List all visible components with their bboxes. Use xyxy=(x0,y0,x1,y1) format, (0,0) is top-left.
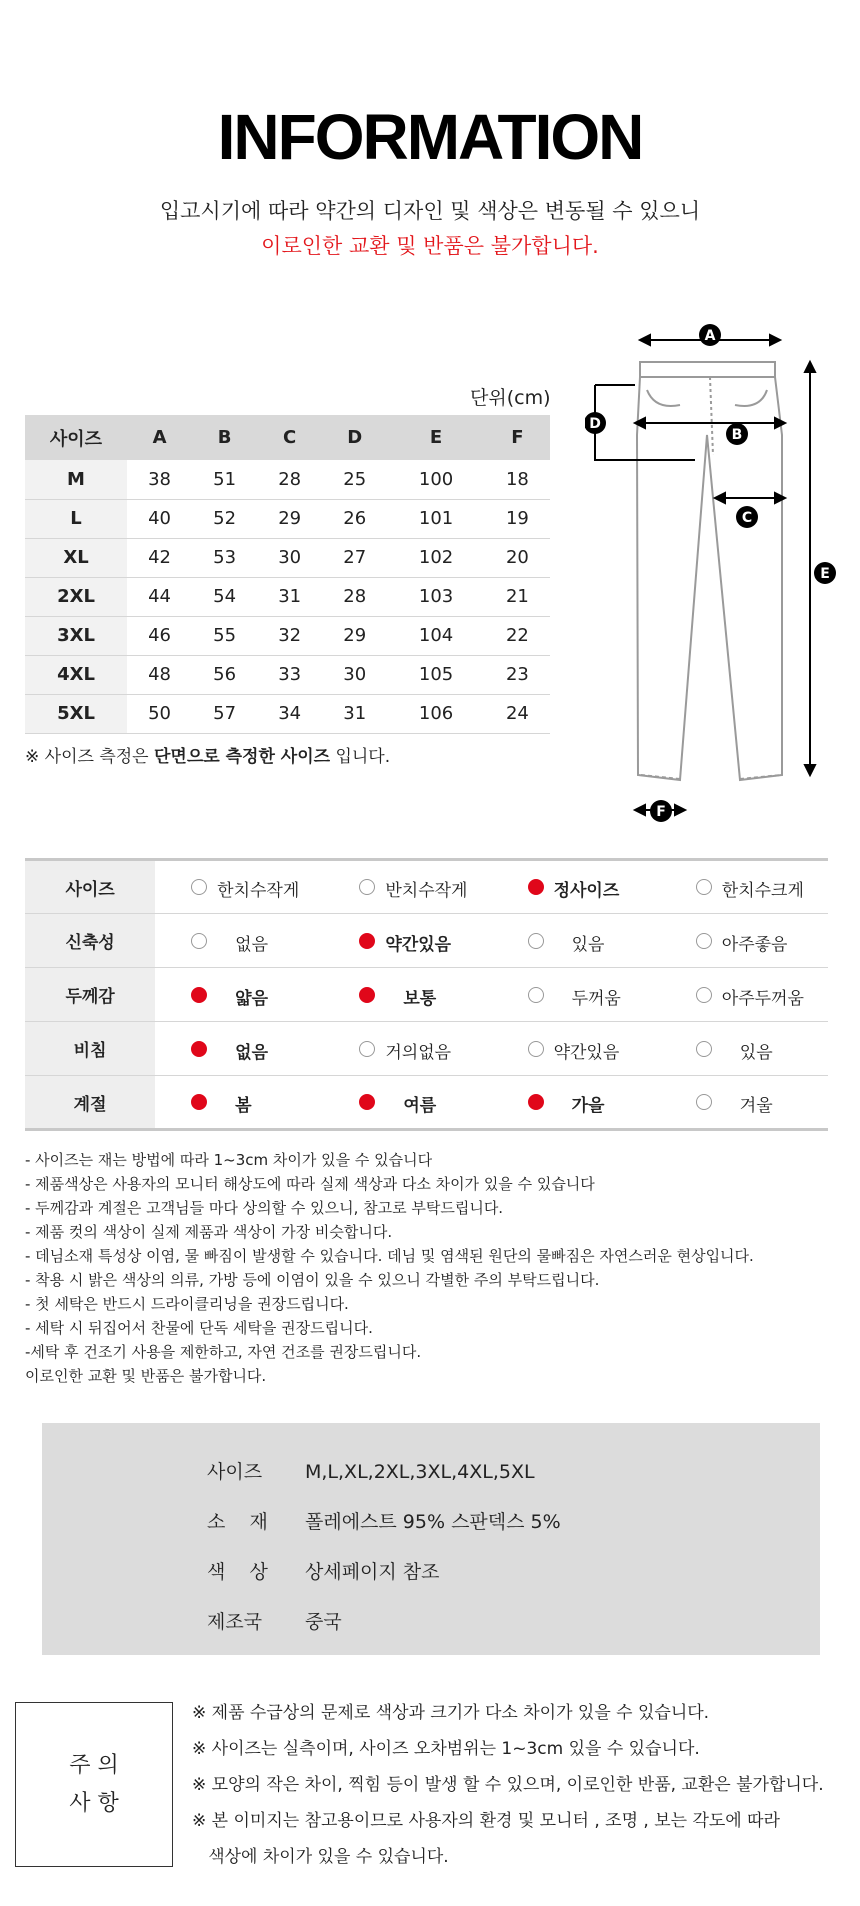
fit-option xyxy=(155,1022,323,1076)
radio-empty-icon xyxy=(191,879,207,895)
measure-cell: 31 xyxy=(257,577,322,616)
care-note-line: - 사이즈는 재는 방법에 따라 1~3cm 차이가 있을 수 있습니다 xyxy=(25,1151,433,1169)
measure-cell: 54 xyxy=(192,577,257,616)
fit-table xyxy=(25,858,828,1131)
care-note-line: - 제품색상은 사용자의 모니터 해상도에 따라 실제 색상과 다소 차이가 있을 수 있습니다 xyxy=(25,1175,595,1193)
fit-option-label: 정사이즈 xyxy=(553,881,620,901)
fit-option xyxy=(155,860,323,914)
radio-empty-icon xyxy=(696,879,712,895)
header-cell: F xyxy=(485,415,550,460)
size-table-body xyxy=(25,460,550,733)
fit-option xyxy=(660,860,828,914)
radio-empty-icon xyxy=(528,1041,544,1057)
fit-option xyxy=(155,914,323,968)
label-f-badge xyxy=(648,798,674,824)
care-note-line: - 제품 컷의 색상이 실제 제품과 색상이 가장 비슷합니다. xyxy=(25,1223,393,1241)
care-note-line: - 첫 세탁은 반드시 드라이클리닝을 권장드립니다. xyxy=(25,1295,349,1313)
measure-cell: 105 xyxy=(387,655,485,694)
measure-cell: 56 xyxy=(192,655,257,694)
header-cell: E xyxy=(387,415,485,460)
fit-option-label: 한치수크게 xyxy=(721,881,804,901)
fit-row-label: 계절 xyxy=(25,1076,155,1130)
measure-cell: 57 xyxy=(192,694,257,733)
measure-cell: 19 xyxy=(485,499,550,538)
label-b: B xyxy=(731,427,743,443)
measure-cell: 27 xyxy=(322,538,387,577)
fit-option xyxy=(660,1076,828,1130)
header-cell: B xyxy=(192,415,257,460)
measure-cell: 103 xyxy=(387,577,485,616)
spec-key: 제조국 xyxy=(207,1611,263,1633)
radio-selected-icon xyxy=(528,879,544,895)
fit-row xyxy=(25,914,828,968)
measure-cell: 102 xyxy=(387,538,485,577)
fit-option xyxy=(660,968,828,1022)
size-table-header xyxy=(25,415,550,460)
care-notes xyxy=(25,1148,754,1388)
pants-waistband xyxy=(640,362,775,377)
radio-empty-icon xyxy=(528,933,544,949)
size-name-cell: M xyxy=(25,460,127,499)
size-name-cell: XL xyxy=(25,538,127,577)
page-title: INFORMATION xyxy=(217,101,643,173)
measure-cell: 21 xyxy=(485,577,550,616)
fit-option xyxy=(323,1022,491,1076)
fit-option xyxy=(492,1022,660,1076)
size-name-cell: 3XL xyxy=(25,616,127,655)
care-note-line: - 착용 시 밝은 색상의 의류, 가방 등에 이염이 있을 수 있으니 각별한 주의 부탁드립니다. xyxy=(25,1271,600,1289)
measure-cell: 106 xyxy=(387,694,485,733)
fit-option-label: 겨울 xyxy=(739,1096,773,1116)
header-cell: C xyxy=(257,415,322,460)
label-f: F xyxy=(656,804,666,820)
fit-option-label: 없음 xyxy=(235,1042,269,1063)
fit-option xyxy=(660,1022,828,1076)
fit-option xyxy=(492,968,660,1022)
radio-selected-icon xyxy=(359,933,375,949)
measure-cell: 34 xyxy=(257,694,322,733)
caution-line: ※ 본 이미지는 참고용이므로 사용자의 환경 및 모니터 , 조명 , 보는 각도에 따라 xyxy=(192,1811,780,1831)
fit-option-label: 반치수작게 xyxy=(385,881,468,901)
label-d: D xyxy=(589,416,601,432)
measure-cell: 55 xyxy=(192,616,257,655)
size-note-pre: ※ 사이즈 측정은 xyxy=(25,747,154,767)
care-note-line: - 데님소재 특성상 이염, 물 빠짐이 발생할 수 있습니다. 데님 및 염색된 원단의 물빠짐은 자연스러운 현상입니다. xyxy=(25,1247,754,1265)
measure-cell: 33 xyxy=(257,655,322,694)
measure-cell: 50 xyxy=(127,694,192,733)
measure-cell: 20 xyxy=(485,538,550,577)
fit-option-label: 보통 xyxy=(403,988,437,1009)
measure-cell: 25 xyxy=(322,460,387,499)
measure-cell: 53 xyxy=(192,538,257,577)
measure-cell: 42 xyxy=(127,538,192,577)
size-row xyxy=(25,577,550,616)
measure-cell: 22 xyxy=(485,616,550,655)
measure-cell: 28 xyxy=(257,460,322,499)
spec-value: M,L,XL,2XL,3XL,4XL,5XL xyxy=(305,1461,535,1483)
measure-cell: 30 xyxy=(322,655,387,694)
care-note-line: 이로인한 교환 및 반품은 불가합니다. xyxy=(25,1367,267,1385)
radio-selected-icon xyxy=(359,987,375,1003)
fit-option xyxy=(323,914,491,968)
measure-cell: 29 xyxy=(257,499,322,538)
size-row xyxy=(25,616,550,655)
spec-row xyxy=(207,1507,561,1534)
subtitle-warning: 이로인한 교환 및 반품은 불가합니다. xyxy=(261,234,599,258)
radio-empty-icon xyxy=(696,987,712,1003)
caution-line: 색상에 차이가 있을 수 있습니다. xyxy=(192,1847,449,1867)
radio-empty-icon xyxy=(696,1041,712,1057)
caution-line: ※ 사이즈는 실측이며, 사이즈 오차범위는 1~3cm 있을 수 있습니다. xyxy=(192,1739,700,1759)
fit-option xyxy=(492,1076,660,1130)
care-note-line: -세탁 후 건조기 사용을 제한하고, 자연 건조를 권장드립니다. xyxy=(25,1343,422,1361)
measure-cell: 40 xyxy=(127,499,192,538)
radio-empty-icon xyxy=(191,933,207,949)
radio-selected-icon xyxy=(191,1041,207,1057)
measure-cell: 38 xyxy=(127,460,192,499)
fit-option-label: 여름 xyxy=(403,1096,437,1116)
radio-selected-icon xyxy=(191,1094,207,1110)
spec-row xyxy=(207,1607,342,1634)
spec-value: 중국 xyxy=(305,1611,342,1633)
caution-list xyxy=(192,1695,824,1875)
measure-cell: 28 xyxy=(322,577,387,616)
radio-empty-icon xyxy=(696,933,712,949)
pants-diagram xyxy=(585,305,845,825)
spec-key: 소 재 xyxy=(207,1511,268,1533)
measure-cell: 100 xyxy=(387,460,485,499)
measure-cell: 52 xyxy=(192,499,257,538)
fit-row-label: 신축성 xyxy=(25,914,155,968)
radio-empty-icon xyxy=(359,879,375,895)
caution-line: ※ 제품 수급상의 문제로 색상과 크기가 다소 차이가 있을 수 있습니다. xyxy=(192,1703,710,1723)
caution-line: ※ 모양의 작은 차이, 찍힘 등이 발생 할 수 있으며, 이로인한 반품, 교환은 불가합니다. xyxy=(192,1775,824,1795)
measure-cell: 30 xyxy=(257,538,322,577)
subtitle-notice: 입고시기에 따라 약간의 디자인 및 색상은 변동될 수 있으니 xyxy=(159,199,701,223)
fit-option-label: 아주좋음 xyxy=(721,934,788,955)
measure-cell: 101 xyxy=(387,499,485,538)
measure-cell: 51 xyxy=(192,460,257,499)
fit-option-label: 거의없음 xyxy=(385,1042,452,1063)
fit-option-label: 얇음 xyxy=(235,988,269,1009)
radio-empty-icon xyxy=(359,1041,375,1057)
fit-row-label: 비침 xyxy=(25,1022,155,1076)
fit-option-label: 있음 xyxy=(739,1042,773,1063)
size-note-post: 입니다. xyxy=(330,747,391,767)
size-note xyxy=(25,742,390,767)
fit-option-label: 없음 xyxy=(235,934,269,955)
radio-selected-icon xyxy=(528,1094,544,1110)
fit-option xyxy=(323,860,491,914)
radio-empty-icon xyxy=(696,1094,712,1110)
measure-cell: 29 xyxy=(322,616,387,655)
fit-option-label: 두꺼움 xyxy=(571,988,621,1009)
care-note-line: - 두께감과 계절은 고객님들 마다 상의할 수 있으니, 참고로 부탁드립니다. xyxy=(25,1199,504,1217)
size-row xyxy=(25,460,550,499)
header-cell: A xyxy=(127,415,192,460)
size-name-cell: L xyxy=(25,499,127,538)
radio-empty-icon xyxy=(528,987,544,1003)
fit-option xyxy=(660,914,828,968)
spec-key: 사이즈 xyxy=(207,1461,263,1483)
fit-row xyxy=(25,968,828,1022)
fit-row-label: 두께감 xyxy=(25,968,155,1022)
measure-cell: 18 xyxy=(485,460,550,499)
label-a: A xyxy=(704,328,716,344)
size-name-cell: 5XL xyxy=(25,694,127,733)
caution-title-1: 주 의 xyxy=(69,1752,119,1778)
caution-title-2: 사 항 xyxy=(69,1790,119,1816)
measure-cell: 32 xyxy=(257,616,322,655)
size-name-cell: 4XL xyxy=(25,655,127,694)
measure-cell: 23 xyxy=(485,655,550,694)
header-cell: D xyxy=(322,415,387,460)
care-note-line: - 세탁 시 뒤집어서 찬물에 단독 세탁을 권장드립니다. xyxy=(25,1319,373,1337)
fit-row-label: 사이즈 xyxy=(25,860,155,914)
measure-cell: 26 xyxy=(322,499,387,538)
caution-box xyxy=(15,1702,173,1867)
radio-selected-icon xyxy=(359,1094,375,1110)
measure-cell: 48 xyxy=(127,655,192,694)
fit-option-label: 약간있음 xyxy=(385,934,452,955)
size-row xyxy=(25,655,550,694)
fit-option-label: 약간있음 xyxy=(553,1042,620,1063)
fit-option-label: 가을 xyxy=(571,1096,605,1116)
measure-cell: 31 xyxy=(322,694,387,733)
header-cell: 사이즈 xyxy=(25,415,127,460)
spec-row xyxy=(207,1557,440,1584)
size-table xyxy=(25,415,550,734)
pants-outline xyxy=(637,377,782,780)
fit-option xyxy=(323,1076,491,1130)
fit-row xyxy=(25,1076,828,1130)
fit-row xyxy=(25,860,828,914)
fit-option xyxy=(155,1076,323,1130)
unit-label: 단위(cm) xyxy=(470,387,551,409)
fit-row xyxy=(25,1022,828,1076)
measure-cell: 104 xyxy=(387,616,485,655)
label-c: C xyxy=(741,510,753,526)
measure-cell: 44 xyxy=(127,577,192,616)
size-name-cell: 2XL xyxy=(25,577,127,616)
spec-box xyxy=(42,1423,820,1655)
fit-option-label: 한치수작게 xyxy=(217,881,300,901)
size-row xyxy=(25,694,550,733)
fit-option xyxy=(492,914,660,968)
measure-cell: 46 xyxy=(127,616,192,655)
spec-key: 색 상 xyxy=(207,1561,268,1583)
size-note-bold: 단면으로 측정한 사이즈 xyxy=(154,747,331,767)
fit-option xyxy=(492,860,660,914)
size-row xyxy=(25,538,550,577)
spec-row xyxy=(207,1457,535,1484)
spec-value: 상세페이지 참조 xyxy=(305,1561,440,1583)
size-row xyxy=(25,499,550,538)
spec-value: 폴레에스트 95% 스판덱스 5% xyxy=(305,1511,561,1533)
label-e: E xyxy=(820,566,830,582)
radio-selected-icon xyxy=(191,987,207,1003)
fit-option-label: 아주두꺼움 xyxy=(721,988,804,1009)
fit-option-label: 봄 xyxy=(235,1096,252,1116)
fit-option xyxy=(323,968,491,1022)
fit-option-label: 있음 xyxy=(571,934,605,955)
fit-option xyxy=(155,968,323,1022)
measure-cell: 24 xyxy=(485,694,550,733)
